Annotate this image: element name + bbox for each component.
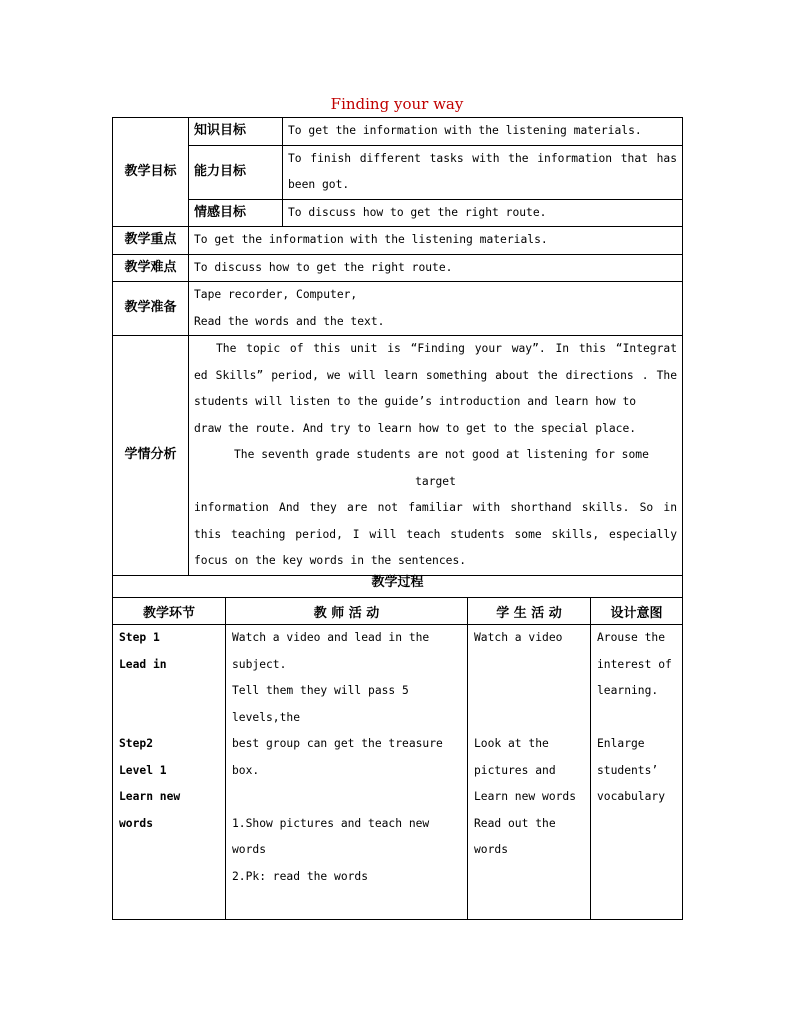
intent-line: Arouse the xyxy=(597,631,666,644)
student-activity-line: Look at the xyxy=(474,737,549,750)
emotion-goal-label: 情感目标 xyxy=(189,199,283,227)
key-points-label: 教学重点 xyxy=(113,227,189,255)
analysis-line: this teaching period, I will teach students some skills, especially xyxy=(194,527,677,541)
student-activity-line: Read out the xyxy=(474,816,556,830)
step-label: Level 1 xyxy=(119,763,167,777)
step-label: Learn new xyxy=(119,790,181,803)
step-label: Lead in xyxy=(119,657,167,671)
intent-cell xyxy=(591,625,683,920)
analysis-line: ed Skills” period, we will learn something about the directions . The xyxy=(194,368,677,382)
student-activity-line: Learn new words xyxy=(474,790,577,803)
analysis-line: students will listen to the guide’s introduction and learn how to xyxy=(194,395,637,408)
ability-goal-line: been got. xyxy=(288,178,350,191)
intent-line: students’ xyxy=(597,763,659,777)
analysis-label: 学情分析 xyxy=(113,336,189,576)
teacher-activity-line: subject. xyxy=(232,657,287,671)
analysis-line: information And they are not familiar with shorthand skills. So in xyxy=(194,501,677,514)
knowledge-goal-text: To get the information with the listening materials. xyxy=(283,118,683,146)
student-activity-cell xyxy=(468,625,591,920)
analysis-line: The seventh grade students are not good at listening for some xyxy=(234,448,649,461)
preparation-line: Tape recorder, Computer, xyxy=(194,288,358,301)
intent-line: vocabulary xyxy=(597,790,666,803)
analysis-line: target xyxy=(415,474,456,488)
analysis-line: draw the route. And try to learn how to get to the special place. xyxy=(194,421,637,435)
difficult-points-text: To discuss how to get the right route. xyxy=(189,254,683,282)
key-points-text: To get the information with the listening materials. xyxy=(189,227,683,255)
step-label: Step2 xyxy=(119,737,154,750)
teacher-activity-line: Tell them they will pass 5 xyxy=(232,684,409,697)
header-step: 教学环节 xyxy=(113,598,226,625)
analysis-line: focus on the key words in the sentences. xyxy=(194,554,467,567)
intent-line: learning. xyxy=(597,684,659,697)
spacer xyxy=(232,784,461,811)
objectives-label: 教学目标 xyxy=(113,118,189,227)
knowledge-goal-label: 知识目标 xyxy=(189,118,283,146)
student-activity-line: words xyxy=(474,843,509,856)
teacher-activity-line: 1.Show pictures and teach new xyxy=(232,816,430,830)
lesson-plan-table xyxy=(112,117,683,576)
teacher-activity-line: levels,the xyxy=(232,710,301,724)
student-activity-line: pictures and xyxy=(474,763,556,777)
preparation-text xyxy=(189,282,683,336)
teacher-activity-line: box. xyxy=(232,763,260,777)
process-title: 教学过程 xyxy=(112,572,683,598)
preparation-line: Read the words and the text. xyxy=(194,314,385,328)
teacher-activity-line: Watch a video and lead in the xyxy=(232,631,430,644)
ability-goal-text xyxy=(283,145,683,199)
teacher-activity-line: 2.Pk: read the words xyxy=(232,869,369,883)
student-activity-line: Watch a video xyxy=(474,631,563,644)
spacer xyxy=(474,678,584,705)
intent-line: Enlarge xyxy=(597,737,645,750)
step-cell xyxy=(113,625,226,920)
teacher-activity-cell xyxy=(226,625,468,920)
difficult-points-label: 教学难点 xyxy=(113,254,189,282)
spacer xyxy=(474,652,584,679)
spacer xyxy=(119,705,219,732)
header-teacher: 教 师 活 动 xyxy=(226,598,468,625)
teacher-activity-line: best group can get the treasure xyxy=(232,737,443,750)
ability-goal-line: To finish different tasks with the information that has xyxy=(288,151,677,165)
header-student: 学 生 活 动 xyxy=(468,598,591,625)
document-title: Finding your way xyxy=(330,95,464,113)
analysis-text xyxy=(189,336,683,576)
ability-goal-label: 能力目标 xyxy=(189,145,283,199)
emotion-goal-text: To discuss how to get the right route. xyxy=(283,199,683,227)
spacer xyxy=(474,705,584,732)
header-intent: 设计意图 xyxy=(591,598,683,625)
step-label: Step 1 xyxy=(119,631,160,644)
step-label: words xyxy=(119,816,154,830)
analysis-line: The topic of this unit is “Finding your way”. In this “Integrat xyxy=(216,342,677,355)
spacer xyxy=(119,678,219,705)
spacer xyxy=(597,705,676,732)
process-table xyxy=(112,597,683,920)
teacher-activity-line: words xyxy=(232,843,267,856)
preparation-label: 教学准备 xyxy=(113,282,189,336)
intent-line: interest of xyxy=(597,657,672,671)
